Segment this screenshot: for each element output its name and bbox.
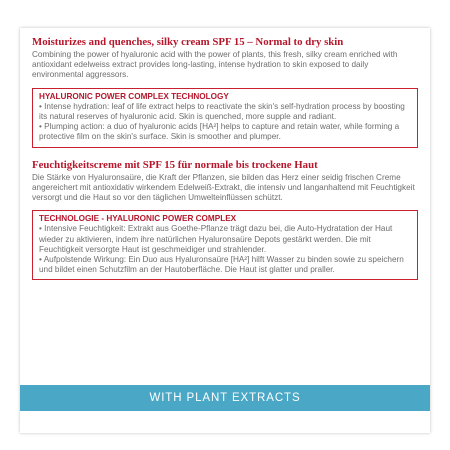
- english-technology-box: [32, 88, 418, 148]
- german-intro: Die Stärke von Hyaluronsaüre, die Kraft der Pflanzen, sie bilden das Herz einer seidig frischen Creme angereichert mit antioxidativ wirkendem Edelweiß-Extrakt, die intensiv und langanhaltend mit Feuchtigkeit versorgt und die Haut so vor den täglichen Umwelteinflüssen schützt.: [32, 172, 415, 203]
- product-label-card: [20, 28, 430, 433]
- german-box-title: TECHNOLOGIE - HYALURONIC POWER COMPLEX: [39, 214, 237, 224]
- english-bullet-plumping: • Plumping action: a duo of hyaluronic acids [HA²] helps to capture and retain water, while forming a protective film on the skin's surface. Skin is smoother and plumper.: [39, 122, 400, 142]
- german-bullet-feuchtigkeit: • Intensive Feuchtigkeit: Extrakt aus Goethe-Pflanze trägt dazu bei, die Auto-Hydratation der Haut wieder zu aktivieren, indem ihre natürlichen Hyaluronsaüre Depots gestärkt werden. Die mit Feuchtigkeit versorgte Haut ist geschmeidiger und strahlender.: [39, 224, 393, 254]
- german-heading: Feuchtigkeitscreme mit SPF 15 für normale bis trockene Haut: [32, 158, 318, 171]
- english-heading: Moisturizes and quenches, silky cream SPF 15 – Normal to dry skin: [32, 36, 344, 48]
- german-technology-box: [32, 210, 418, 280]
- english-bullet-hydration: • Intense hydration: leaf of life extract helps to reactivate the skin's self-hydration process by boosting its natural reserves of hyaluronic acid. Skin is quenched, more supple and radiant.: [39, 101, 405, 122]
- english-box-title: HYALURONIC POWER COMPLEX TECHNOLOGY: [39, 91, 229, 101]
- english-intro: Combining the power of hyaluronic acid with the power of plants, this fresh, silky cream enriched with antioxidant edelweiss extract provides long-lasting, intense hydration to skin exposed to daily environmental aggressors.: [32, 50, 398, 80]
- label-content: [20, 28, 430, 280]
- german-bullet-aufpolstend: • Aufpolstende Wirkung: Ein Duo aus Hyaluronsaüre [HA²] hilft Wasser zu binden sowie zu speichern und bildet einen Schutzfilm an der Hautoberfläche. Die Haut ist glatter und praller.: [39, 255, 404, 275]
- plant-extracts-banner: WITH PLANT EXTRACTS: [20, 385, 430, 411]
